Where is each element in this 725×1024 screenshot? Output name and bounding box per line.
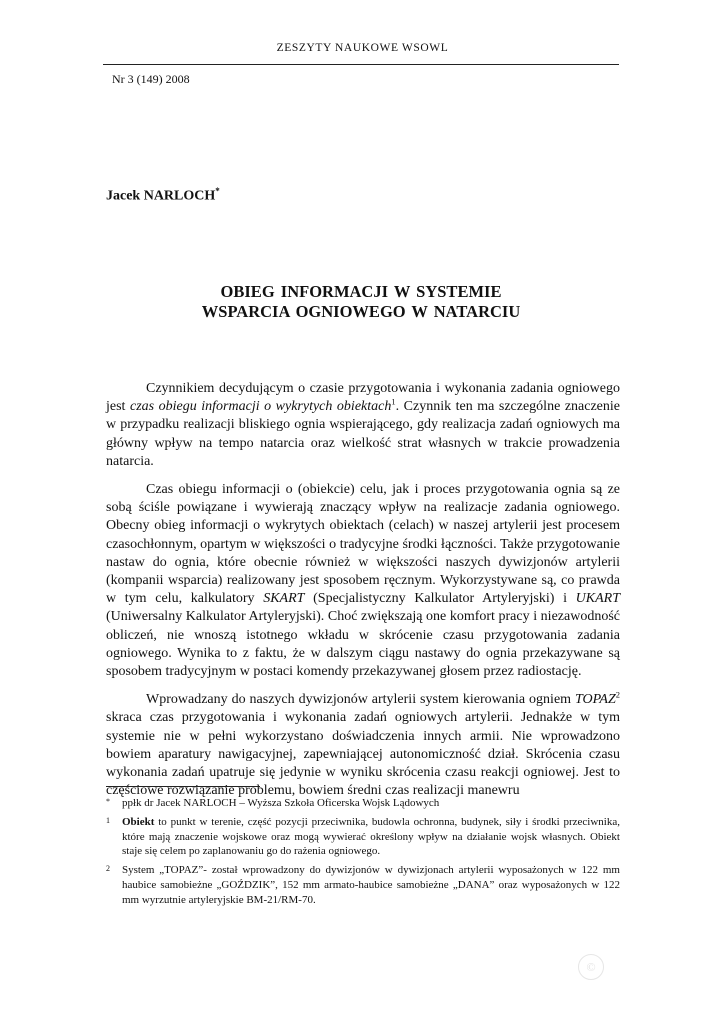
text-run: Czynnikiem decydującym o czasie przygotowania i wykonania zadania ogniowego jest [106, 381, 620, 415]
footnote-rule [106, 786, 260, 787]
copyright-seal-icon: © [578, 954, 604, 980]
footnote [106, 796, 620, 811]
italic-term: UKART [575, 591, 621, 607]
text-run: Wprowadzany do naszych dywizjonów artylerii system kierowania ogniem [146, 692, 576, 708]
author-name: Jacek NARLOCH [106, 188, 216, 204]
title-line-1: OBIEG INFORMACJI W SYSTEMIE [220, 282, 502, 301]
text-run: . Czynnik ten ma szczególne znaczenie w przypadku realizacji bliskiego ognia wspierającego, gdy realizacja zadań ogniowych ma główny wpływ na tempo natarcia oraz wielkość strat własnych w trakcie prowadzenia natarcia. [106, 399, 620, 469]
title-line-2: WSPARCIA OGNIOWEGO W NATARCIU [201, 302, 521, 321]
text-run: (Specjalistyczny Kalkulator Artyleryjski) i [304, 591, 576, 607]
footnote-mark: 1 [106, 815, 110, 825]
paragraph-2 [106, 481, 620, 681]
footnote-text [122, 815, 620, 859]
header-rule [103, 64, 619, 65]
italic-term: SKART [263, 591, 305, 607]
footnote-mark: * [106, 797, 110, 806]
footnote [106, 863, 620, 907]
body-text [106, 380, 620, 810]
text-run: (Uniwersalny Kalkulator Artyleryjski). Choć zwiększają one komfort pracy i niezawodność obliczeń, nie wnoszą istotnego wkładu w skrócenie czasu przygotowania zadania ogniowego. Wynika to z faktu, że w dalszym ciągu nastawy do ognia przekazywane są sposobem tradycyjnym w postaci komendy przekazywanej głosem przez radiostację. [106, 609, 620, 680]
footnote-text: System „TOPAZ”- został wprowadzony do dywizjonów w dywizjonach artylerii wyposażonych w 122 mm haubice samobieżne „GOŹDZIK”, 152 mm armato-haubice samobieżne „DANA” oraz wyposażonych w 122 mm wyrzutnie artyleryjskie BM-21/RM-70. [122, 864, 620, 906]
footnote-mark: 2 [106, 864, 110, 874]
journal-name: ZESZYTY NAUKOWE WSOWL [276, 42, 449, 54]
footnote-ref: 2 [615, 689, 620, 700]
italic-term: TOPAZ [575, 692, 616, 708]
footnote-text: ppłk dr Jacek NARLOCH – Wyższa Szkoła Oficerska Wojsk Lądowych [122, 797, 440, 809]
footnotes [106, 796, 620, 912]
paragraph-3 [106, 691, 620, 800]
italic-term: czas obiegu informacji o wykrytych obiektach [129, 399, 392, 415]
text-run: Czas obiegu informacji o (obiekcie) celu, jak i proces przygotowania ognia są ze sobą ściśle powiązane i wywierają znaczący wpływ na realizacje zadania ogniowego. Obecny obieg informacji o wykrytych obiektach (celach) w naszej artylerii jest procesem czasochłonnym, opartym w większości o tradycyjne środki łączności. Także przygotowanie nastaw do ognia, które obecnie również w większości naszych dywizjonów artylerii (kompanii wsparcia) realizowany jest sposobem ręcznym. Wykorzystywane są, co prawda w tym celu, kalkulatory [106, 482, 620, 607]
footnote [106, 815, 620, 859]
footnote-term: Obiekt [122, 815, 155, 828]
author [106, 186, 220, 205]
paragraph-1 [106, 380, 620, 471]
text-run: to punkt w terenie, część pozycji przeciwnika, budowla ochronna, budynek, siły i środki przeciwnika, które mają znaczenie wojskowe oraz mogą wywierać określony wpływ na działanie wojsk własnych. Obiekt staje się celem po zaplanowaniu go do rażenia ogniowego. [122, 815, 620, 858]
issue-number: Nr 3 (149) 2008 [112, 72, 190, 86]
author-footnote-mark: * [215, 186, 220, 196]
paper-title [103, 282, 619, 322]
text-run: skraca czas przygotowania i wykonania zadań ogniowych artylerii. Jednakże w tym systemie nie w pełni wykorzystano doświadczenia innych armii. Nie wprowadzono bowiem aparatury nawigacyjnej, zapewniającej autonomiczność dział. Skrócenia czasu wykonania zadań upatruje się jedynie w wyniku skrócenia czasu reakcji ogniowej. Jest to częściowe rozwiązanie problemu, bowiem średni czas realizacji manewru [106, 710, 620, 799]
footnote-ref: 1 [391, 396, 396, 407]
